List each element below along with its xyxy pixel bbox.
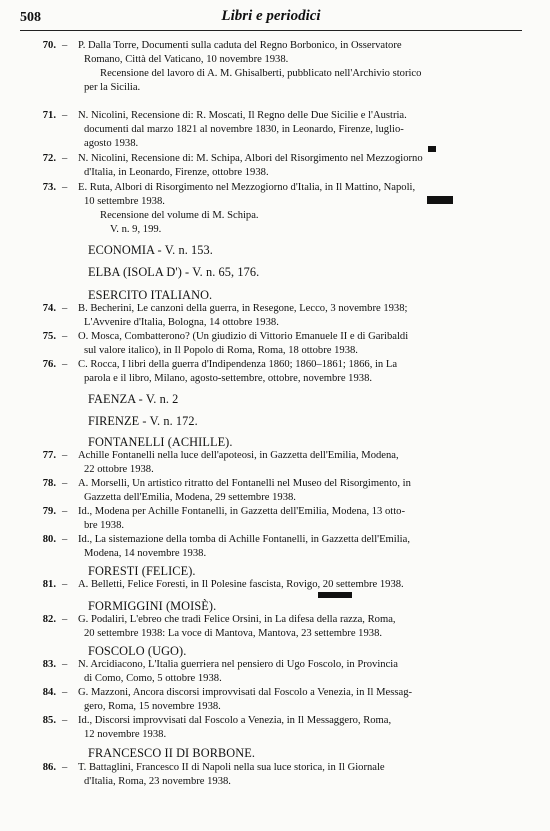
entry-number: 81.: [42, 579, 56, 590]
entry-number: 85.: [42, 715, 56, 726]
entry-line: Romano, Città del Vaticano, 10 novembre 1938.: [84, 54, 289, 65]
ink-blot: [427, 196, 453, 204]
entry-number: 83.: [42, 659, 56, 670]
entry-line: E. Ruta, Albori di Risorgimento nel Mezzogiorno d'Italia, in Il Mattino, Napoli,: [78, 182, 416, 193]
entry-line: bre 1938.: [84, 520, 125, 531]
entry-number: 79.: [42, 506, 56, 517]
entry-line: documenti dal marzo 1821 al novembre 1830, in Leonardo, Firenze, luglio-: [84, 124, 404, 135]
entry-line: A. Belletti, Felice Foresti, in Il Polesine fascista, Rovigo, 20 settembre 1938.: [78, 579, 404, 590]
entry-number: 72.: [42, 153, 56, 164]
ink-blot: [318, 592, 352, 598]
entry-line: d'Italia, Roma, 23 novembre 1938.: [84, 776, 231, 787]
heading-esercito: ESERCITO ITALIANO.: [88, 288, 213, 302]
heading-foscolo: FOSCOLO (UGO).: [88, 644, 187, 658]
page-header: [20, 8, 522, 31]
entry-number: 76.: [42, 359, 56, 370]
entry-line: L'Avvenire d'Italia, Bologna, 14 ottobre 1938.: [84, 317, 279, 328]
entry-line: A. Morselli, Un artistico ritratto del Fontanelli nel Museo del Risorgimento, in: [78, 478, 411, 489]
entry-line: 12 novembre 1938.: [84, 729, 167, 740]
entry-line: G. Mazzoni, Ancora discorsi improvvisati dal Foscolo a Venezia, in Il Messag-: [78, 687, 413, 698]
entry-number: 80.: [42, 534, 56, 545]
entry-line: d'Italia, in Leonardo, Firenze, ottobre 1938.: [84, 167, 269, 178]
entry-line: di Como, Como, 5 ottobre 1938.: [84, 673, 222, 684]
entry-line: C. Rocca, I libri della guerra d'Indipendenza 1860; 1860–1861; 1866, in La: [78, 359, 398, 370]
heading-francesco: FRANCESCO II DI BORBONE.: [88, 746, 256, 760]
entry-number: 75.: [42, 331, 56, 342]
entry-line: N. Arcidiacono, L'Italia guerriera nel pensiero di Ugo Foscolo, in Provincia: [78, 659, 398, 670]
heading-firenze: FIRENZE - V. n. 172.: [88, 414, 198, 428]
entry-line: Gazzetta dell'Emilia, Modena, 29 settembre 1938.: [84, 492, 296, 503]
entry-line: Id., Modena per Achille Fontanelli, in Gazzetta dell'Emilia, Modena, 13 otto-: [78, 506, 405, 517]
entry-number: 71.: [42, 110, 56, 121]
heading-foresti: FORESTI (FELICE).: [88, 564, 196, 578]
entry-line: 22 ottobre 1938.: [84, 464, 154, 475]
entry-line: sul valore italico), in Il Popolo di Roma, Roma, 18 ottobre 1938.: [84, 345, 358, 356]
book-page: 508 Libri e periodici 70. – P. Dalla Torre, Documenti sulla caduta del Regno Borbonico, in Osservatore Romano, Città del Vaticano, 10 novembre 1938. Recensione del lavoro di A. M. Ghisalberti, pubblicato nell'Archivio storico per la Sicilia. 71. – N. Nicolini, Recensione di: R. Moscati, Il Regno delle Due Sicilie e l'Austria. documenti dal marzo 1821 al novembre 1830, in Leonardo, Firenze, luglio- agosto 1938. 72. – N. Nicolini, Recensione di: M. Schipa, Albori del Risorgimento nel Mezzogiorno d'Italia, in Leonardo, Firenze, ottobre 1938. 73. – E. Ruta, Albori di Risorgimento nel Mezzogiorno d'Italia, in Il Mattino, Napoli, 10 settembre 1938. Recensione del volume di M. Schipa. V. n. 9, 199. ECONOMIA - V. n. 153. ELBA (ISOLA D') - V. n. 65, 176. ESERCITO ITALIANO. 74. – B. Becherini, Le canzoni della guerra, in Resegone, Lecco, 3 novembre 1938; L'Avvenire d'Italia, Bologna, 14 ottobre 1938. 75. – O. Mosca, Combatterono? (Un giudizio di Vittorio Emanuele II e di Garibaldi sul valore italico), in Il Popolo di Roma, Roma, 18 ottobre 1938. 76. – C. Rocca, I libri della guerra d'Indipendenza 1860; 1860–1861; 1866, in La parola e il libro, Milano, agosto-settembre, ottobre, novembre 1938. FAENZA - V. n. 2 FIRENZE - V. n. 172. FONTANELLI (ACHILLE). 77. – Achille Fontanelli nella luce dell'apoteosi, in Gazzetta dell'Emilia, Modena, 22 ottobre 1938. 78. – A. Morselli, Un artistico ritratto del Fontanelli nel Museo del Risorgimento, in Gazzetta dell'Emilia, Modena, 29 settembre 1938. 79. – Id., Modena per Achille Fontanelli, in Gazzetta dell'Emilia, Modena, 13 otto- bre 1938. 80. – Id., La sistemazione della tomba di Achille Fontanelli, in Gazzetta dell'Emilia, Modena, 14 novembre 1938. FORESTI (FELICE). 81. – A. Belletti, Felice Foresti, in Il Polesine fascista, Rovigo, 20 settembre 1938. FORMIGGINI (MOISÈ). 82. – G. Podaliri, L'ebreo che tradì Felice Orsini, in La difesa della razza, Roma, 20 settembre 1938: La voce di Mantova, Mantova, 23 settembre 1938. FOSCOLO (UGO). 83. – N. Arcidiacono, L'Italia guerriera nel pensiero di Ugo Foscolo, in Provincia di Como, Como, 5 ottobre 1938. 84. – G. Mazzoni, Ancora discorsi improvvisati dal Foscolo a Venezia, in Il Messag- gero, Roma, 15 novembre 1938. 85. – Id., Discorsi improvvisati dal Foscolo a Venezia, in Il Messaggero, Roma, 12 novembre 1938. FRANCESCO II DI BORBONE. 86. – T. Battaglini, Francesco II di Napoli nella sua luce storica, in Il Giornale d'Italia, Roma, 23 novembre 1938.: [0, 0, 550, 831]
entry-line: B. Becherini, Le canzoni della guerra, in Resegone, Lecco, 3 novembre 1938;: [78, 303, 408, 314]
entry-line: O. Mosca, Combatterono? (Un giudizio di Vittorio Emanuele II e di Garibaldi: [78, 331, 409, 342]
entry-number: 73.: [42, 182, 56, 193]
entry-line: Modena, 14 novembre 1938.: [84, 548, 207, 559]
entry-line: N. Nicolini, Recensione di: M. Schipa, Albori del Risorgimento nel Mezzogiorno: [78, 153, 423, 164]
entry-number: 82.: [42, 614, 56, 625]
entry-number: 84.: [42, 687, 56, 698]
heading-faenza: FAENZA - V. n. 2: [88, 392, 179, 406]
entry-line: gero, Roma, 15 novembre 1938.: [84, 701, 221, 712]
heading-fontanelli: FONTANELLI (ACHILLE).: [88, 435, 233, 449]
entry-line: Id., Discorsi improvvisati dal Foscolo a Venezia, in Il Messaggero, Roma,: [78, 715, 392, 726]
heading-elba: ELBA (ISOLA D') - V. n. 65, 176.: [88, 265, 260, 279]
entry-review: Recensione del volume di M. Schipa.: [100, 210, 259, 221]
entry-line: N. Nicolini, Recensione di: R. Moscati, Il Regno delle Due Sicilie e l'Austria.: [78, 110, 407, 121]
page-number: 508: [20, 10, 41, 25]
entry-number: 86.: [42, 762, 56, 773]
entry-number: 74.: [42, 303, 56, 314]
entry-number: 77.: [42, 450, 56, 461]
entry-line: agosto 1938.: [84, 138, 139, 149]
entry-cross-reference: V. n. 9, 199.: [110, 224, 162, 235]
entry-review: per la Sicilia.: [84, 82, 141, 93]
entry-line: G. Podaliri, L'ebreo che tradì Felice Orsini, in La difesa della razza, Roma,: [78, 614, 396, 625]
entry-line: 10 settembre 1938.: [84, 196, 165, 207]
entry-line: T. Battaglini, Francesco II di Napoli nella sua luce storica, in Il Giornale: [78, 762, 385, 773]
entry-line: parola e il libro, Milano, agosto-settembre, ottobre, novembre 1938.: [84, 373, 373, 384]
entry-number: 78.: [42, 478, 56, 489]
heading-formiggini: FORMIGGINI (MOISÈ).: [88, 599, 217, 613]
entry-line: P. Dalla Torre, Documenti sulla caduta del Regno Borbonico, in Osservatore: [78, 40, 402, 51]
entry-line: Id., La sistemazione della tomba di Achille Fontanelli, in Gazzetta dell'Emilia,: [78, 534, 410, 545]
heading-economia: ECONOMIA - V. n. 153.: [88, 243, 213, 257]
ink-blot: [428, 146, 436, 152]
entry-review: Recensione del lavoro di A. M. Ghisalberti, pubblicato nell'Archivio storico: [100, 68, 422, 79]
entry-line: Achille Fontanelli nella luce dell'apoteosi, in Gazzetta dell'Emilia, Modena,: [78, 450, 399, 461]
running-title: Libri e periodici: [221, 8, 321, 24]
entry-number: 70.: [42, 40, 56, 51]
entry-line: 20 settembre 1938: La voce di Mantova, Mantova, 23 settembre 1938.: [84, 628, 383, 639]
